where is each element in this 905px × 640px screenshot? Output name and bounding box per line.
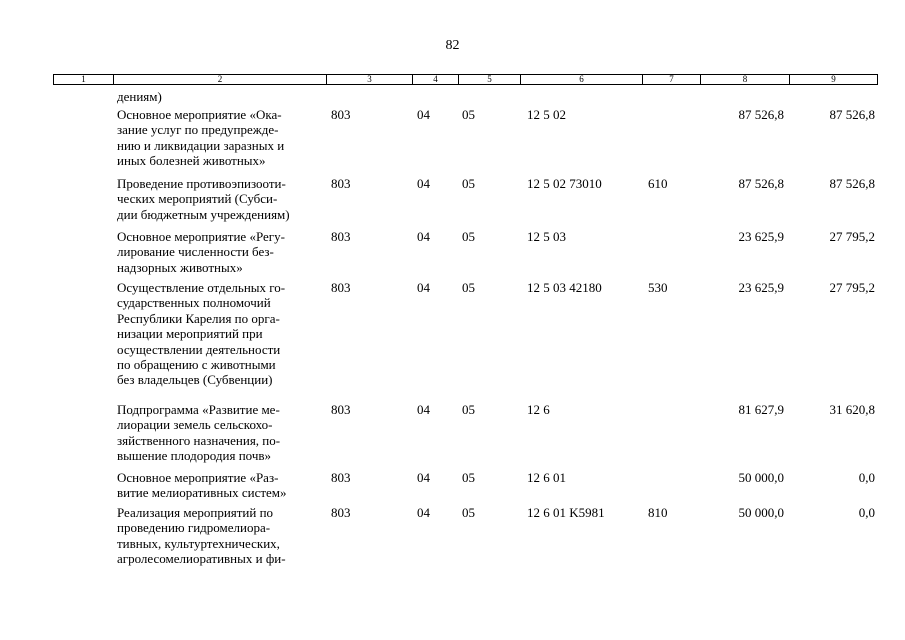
subsection-column: 05 — [462, 107, 475, 122]
target-article-column: 12 6 — [527, 402, 550, 417]
row-name-line: Проведение противоэпизооти- — [117, 176, 286, 191]
section-column: 04 — [417, 280, 430, 295]
amount-next-column: 87 526,8 — [829, 107, 875, 122]
expense-type-column: 530 — [648, 280, 668, 295]
header-cell-3: 3 — [326, 75, 412, 84]
amount-next-column: 27 795,2 — [829, 229, 875, 244]
header-cell-5: 5 — [458, 75, 520, 84]
subsection-column: 05 — [462, 176, 475, 191]
row-name-line: осуществлении деятельности — [117, 341, 281, 357]
amount-next-column: 31 620,8 — [829, 402, 875, 417]
subsection-column: 05 — [462, 280, 475, 295]
row-name-line: Реализация мероприятий по — [117, 505, 274, 520]
code-column: 803 — [331, 470, 351, 485]
row-name-line: надзорных животных» — [117, 259, 243, 275]
section-column: 04 — [417, 229, 430, 244]
page-number: 82 — [445, 38, 460, 53]
target-article-column: 12 5 02 — [527, 107, 566, 122]
row-name-line: вышение плодородия почв» — [117, 448, 271, 464]
header-cell-2: 2 — [113, 75, 326, 84]
target-article-column: 12 5 03 42180 — [527, 280, 602, 295]
row-name-line: Осуществление отдельных го- — [117, 280, 286, 295]
row-name-line: лирование численности без- — [117, 244, 274, 260]
amount-column: 81 627,9 — [738, 402, 784, 417]
row-name-line: дии бюджетным учреждениям) — [117, 206, 290, 222]
target-article-column: 12 5 03 — [527, 229, 566, 244]
row-name-line: по обращению с животными — [117, 357, 276, 372]
amount-column: 23 625,9 — [738, 280, 784, 295]
table-header — [53, 74, 878, 85]
amount-next-column: 0,0 — [858, 505, 875, 520]
row-name-line: агролесомелиоративных и фи- — [117, 551, 286, 567]
subsection-column: 05 — [462, 229, 475, 244]
code-column: 803 — [331, 176, 351, 191]
row-name-line: Подпрограмма «Развитие ме- — [117, 402, 280, 417]
code-column: 803 — [331, 402, 351, 417]
header-cell-1: 1 — [81, 74, 86, 84]
code-column: 803 — [331, 229, 351, 244]
amount-column: 50 000,0 — [738, 470, 784, 485]
row-name-line: зяйственного назначения, по- — [117, 432, 281, 448]
header-cell-8: 8 — [700, 75, 789, 84]
row-name-line: нию и ликвидации заразных и — [117, 137, 285, 153]
target-article-column: 12 6 01 K5981 — [527, 505, 605, 520]
row-name-line: ческих мероприятий (Субси- — [117, 191, 278, 207]
row-name-line: зание услуг по предупрежде- — [117, 122, 279, 138]
row-name-line: сударственных полномочий — [117, 295, 271, 311]
code-column: 803 — [331, 280, 351, 295]
subsection-column: 05 — [462, 402, 475, 417]
row-name-line: без владельцев (Субвенции) — [117, 372, 273, 388]
code-column: 803 — [331, 505, 351, 520]
subsection-column: 05 — [462, 505, 475, 520]
row-name-line: витие мелиоративных систем» — [117, 485, 287, 501]
section-column: 04 — [417, 402, 430, 417]
row-name-line: лиорации земель сельскохо- — [117, 417, 273, 433]
row-name-line: проведению гидромелиора- — [117, 520, 271, 536]
subsection-column: 05 — [462, 470, 475, 485]
target-article-column: 12 6 01 — [527, 470, 566, 485]
expense-type-column: 610 — [648, 176, 668, 191]
section-column: 04 — [417, 176, 430, 191]
amount-column: 50 000,0 — [738, 505, 784, 520]
amount-next-column: 0,0 — [858, 470, 875, 485]
row-name-line: Основное мероприятие «Ока- — [117, 107, 282, 122]
header-cell-7: 7 — [642, 75, 700, 84]
code-column: 803 — [331, 107, 351, 122]
amount-column: 87 526,8 — [738, 176, 784, 191]
row-name-line: иных болезней животных» — [117, 153, 266, 169]
section-column: 04 — [417, 505, 430, 520]
row-name-line: Основное мероприятие «Раз- — [117, 470, 279, 485]
target-article-column: 12 5 02 73010 — [527, 176, 602, 191]
row-name-line: Основное мероприятие «Регу- — [117, 229, 285, 244]
amount-column: 23 625,9 — [738, 229, 784, 244]
row-name-line: дениям) — [117, 89, 162, 104]
amount-column: 87 526,8 — [738, 107, 784, 122]
header-cell-4: 4 — [412, 75, 458, 84]
amount-next-column: 87 526,8 — [829, 176, 875, 191]
section-column: 04 — [417, 107, 430, 122]
header-cell-6: 6 — [520, 75, 642, 84]
row-name-line: Республики Карелия по орга- — [117, 310, 280, 326]
header-cell-9: 9 — [789, 75, 877, 84]
row-name-line: низации мероприятий при — [117, 326, 263, 342]
row-name-line: тивных, культуртехнических, — [117, 535, 280, 551]
expense-type-column: 810 — [648, 505, 668, 520]
section-column: 04 — [417, 470, 430, 485]
amount-next-column: 27 795,2 — [829, 280, 875, 295]
